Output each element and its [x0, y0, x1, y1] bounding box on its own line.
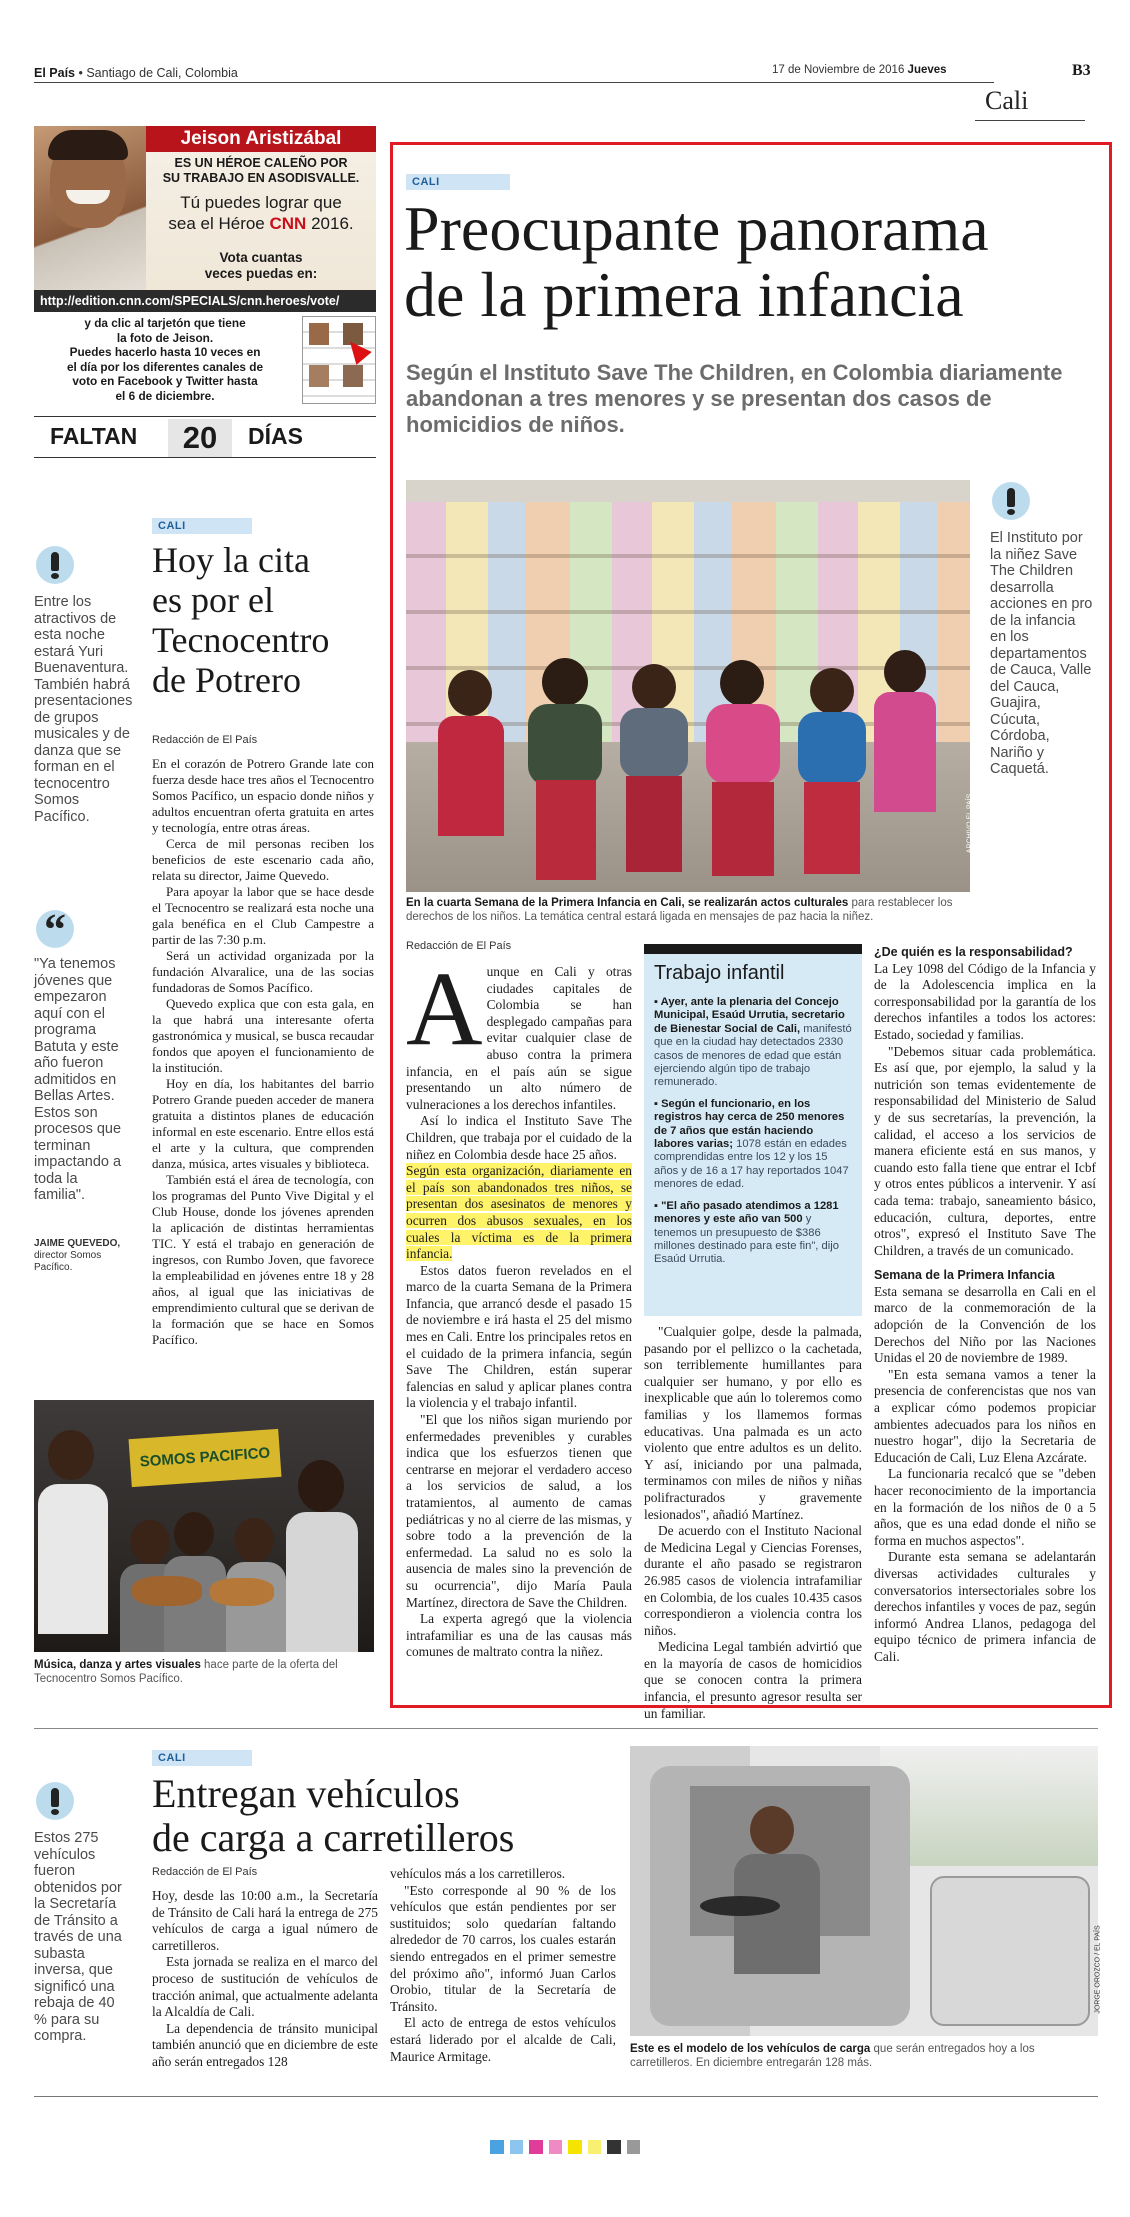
page-header: [34, 64, 1114, 94]
footer-rule: [34, 2096, 1098, 2097]
section-rule: [975, 120, 1085, 121]
bottom-kicker: CALI: [152, 1750, 252, 1766]
page-number: B3: [1072, 62, 1091, 79]
bottom-photo-caption: Este es el modelo de los vehículos de carga que serán entregados hoy a los carretilleros. En diciembre entregarán 128 más.: [630, 2043, 1035, 2069]
box-bullet-3: ▪ "El año pasado atendimos a 1281 menores y este año van 500 y tenemos un presupuesto de $386 millones destinado para este fin", dijo Esaúd Urrutia.: [654, 1199, 839, 1266]
semana-subheading: Semana de la Primera Infancia: [874, 1268, 1055, 1283]
quote-role: director Somos Pacífico.: [34, 1250, 102, 1273]
bottom-separator: [34, 1728, 1098, 1729]
left-photo-caption: Música, danza y artes visuales hace parte de la oferta del Tecnocentro Somos Pacífico.: [34, 1659, 338, 1685]
main-headline: Preocupante panorama de la primera infancia: [404, 193, 989, 330]
ad-vote-4: veces puedas en:: [204, 266, 318, 281]
ad-instr-4: el día por los diferentes canales de: [66, 359, 264, 374]
cnn-hero-ad: [34, 126, 376, 406]
left-photo: [34, 1400, 384, 1652]
ad-instr-3: Puedes hacerlo hasta 10 veces en: [69, 345, 261, 360]
left-byline: Redacción de El País: [152, 734, 258, 746]
box-bullet-2: ▪ Según el funcionario, en los registros hay cerca de 250 menores de 7 años que están haciendo labores varias; 1078 están en edades comprendidas entre los 12 y los 15 años y de 16 a 17 hay reportados 1047 menores de edad.: [654, 1097, 849, 1191]
info-icon: [36, 546, 74, 584]
ad-ballot-thumbnail: [302, 316, 376, 404]
left-photo-credit: ARCHIVO / EL PAÍS: [376, 1437, 384, 1502]
ad-name: Jeison Aristizábal: [180, 128, 342, 149]
ad-vote-3: Vota cuantas: [219, 250, 303, 265]
highlighted-paragraph: Según esta organización, diariamente en el país son abandonados tres niños, se presentan dos asesinatos de menores y ocurren dos abusos sexuales, en los cuales la víctima es de la primera infancia.: [406, 1163, 632, 1262]
paper-city: • Santiago de Cali, Colombia: [75, 66, 238, 80]
main-photo-caption: En la cuarta Semana de la Primera Infancia en Cali, se realizarán actos culturales para restablecer los derechos de los niños. La temática central estará ligada en mensajes de paz hacia la niñez.: [406, 897, 953, 923]
bottom-byline: Redacción de El País: [152, 1866, 258, 1878]
box-bullet-1: ▪ Ayer, ante la plenaria del Concejo Municipal, Esaúd Urrutia, secretario de Bienestar Social de Cali, manifestó que en la ciudad hay detectados 2330 casos de menores de edad que están ejerciendo algún tipo de trabajo remunerado.: [654, 996, 852, 1089]
ad-name-banner: [146, 126, 376, 152]
main-side-info: El Instituto por la niñez Save The Children desarrolla acciones en pro de la infancia en los departamentos de Cauca, Valle del Cauca, Guajira, Cúcuta, Córdoba, Nariño y Caquetá.: [990, 530, 1093, 777]
main-deck: Según el Instituto Save The Children, en Colombia diariamente abandonan a tres menores y se presentan dos casos de homicidios de niños.: [406, 360, 1063, 437]
ad-top-banner: [34, 126, 376, 304]
quote-author: JAIME QUEVEDO,: [34, 1238, 121, 1249]
countdown-dias: DÍAS: [248, 423, 303, 449]
countdown-bar: [34, 416, 376, 458]
photo-sign-banner: [129, 1429, 282, 1487]
countdown-days: 20: [168, 419, 232, 457]
countdown-faltan: FALTAN: [50, 423, 138, 449]
left-headline: Hoy la cita es por el Tecnocentro de Potrero: [152, 540, 330, 700]
ad-line-2: SU TRABAJO EN ASODISVALLE.: [162, 171, 360, 185]
left-quote: "Ya tenemos jóvenes que empezaron aquí con el programa Batuta y este año fueron admitidos en Bellas Artes. Estos son procesos que terminan impactando a toda la familia".: [34, 956, 122, 1203]
main-photo-credit: ARCHIVO EL PAÍS: [966, 793, 974, 854]
ad-instr-2: la foto de Jeison.: [116, 330, 214, 345]
ad-vote-2: sea el Héroe: [168, 214, 265, 233]
bottom-col-1: Hoy, desde las 10:00 a.m., la Secretaría de Tránsito de Cali hará la entrega de 275 vehículos de carga a igual número de carretilleros. Esta jornada se realiza en el marco del proceso de sustitución de vehículos de tracción animal, que actualmente adelanta la Alcaldía de Cali. La dependencia de tránsito municipal también anunció que en diciembre de este año serán entregados 128: [152, 1888, 378, 2069]
page-date: 17 de Noviembre de 2016: [772, 64, 905, 76]
ad-url-bar[interactable]: [34, 290, 376, 312]
main-col-2: "Cualquier golpe, desde la palmada, pasando por el pellizco o la cachetada, son terriblemente humillantes para cualquier ser humano, y por ello es inexplicable que aún lo toleremos como familias y los llamemos formas educativas. Una palmada es un acto violento que entre adultos es un delito. Y así, iniciando por una palmada, terminamos con miles de niños y niñas polifracturados y gravemente lesionados", añadió Martínez. De acuerdo con el Instituto Nacional de Medicina Legal y Ciencias Forenses, durante el año pasado se registraron 26.985 casos de violencia intrafamiliar en Colombia, de los cuales 10.435 casos correspondieron a violencia contra los niños. Medicina Legal también advirtió que en la mayoría de casos de homicidios que se conocen contra la primera infancia, el presunto agresor resulta ser un familiar.: [644, 1324, 862, 1721]
bottom-col-2: vehículos más a los carretilleros. "Esto corresponde al 90 % de los vehículos que están pendientes por ser sustituidos; solo quedarían faltando alrededor de 70 carros, los cuales estarán siendo entregados en el primer semestre del próximo año", informó Juan Carlos Orobio, titular de la Secretaría de Tránsito. El acto de entrega de estos vehículos estará liderado por el alcalde de Cali, Maurice Armitage.: [390, 1866, 616, 2064]
main-photo: [406, 480, 974, 892]
page-weekday: Jueves: [907, 64, 947, 76]
box-title: Trabajo infantil: [654, 962, 785, 984]
ad-instr-6: el 6 de diciembre.: [115, 388, 215, 403]
color-registration-bar: [490, 2140, 640, 2154]
section-name: Cali: [985, 86, 1029, 115]
header-rule: [34, 82, 994, 83]
drop-cap: A: [406, 950, 483, 1067]
ad-instr-1: y da clic al tarjetón que tiene: [84, 316, 246, 330]
responsibility-heading: ¿De quién es la responsabilidad?: [874, 945, 1073, 959]
ad-line-1: ES UN HÉROE CALEÑO POR: [174, 156, 348, 170]
left-side-info: Entre los atractivos de esta noche estará Yuri Buenaventura. También habrá presentaciones de grupos musicales y de danza que se forman en el tecnocentro Somos Pacífico.: [34, 594, 133, 825]
info-icon: [992, 482, 1030, 520]
trabajo-infantil-box: [644, 944, 862, 1316]
main-kicker: CALI: [406, 174, 510, 190]
paper-name: El País: [34, 66, 75, 80]
info-icon: [36, 1782, 74, 1820]
quote-icon: “: [36, 910, 74, 948]
ad-person-photo: [34, 126, 146, 304]
bottom-side-info: Estos 275 vehículos fueron obtenidos por la Secretaría de Tránsito a través de una subasta inversa, que significó una rebaja de 40 % para su compra.: [34, 1830, 122, 2044]
bottom-photo: [630, 1746, 1102, 2036]
main-byline: Redacción de El País: [406, 940, 512, 952]
ad-cnn: CNN: [269, 214, 307, 233]
ad-vote-1: Tú puedes lograr que: [180, 193, 342, 212]
left-kicker: CALI: [152, 518, 252, 534]
main-col-1: A unque en Cali y otras ciudades capitales de Colombia se han desplegado campañas para evitar cualquier clase de abuso contra la primera infancia, en el país aún se sigue presentando un alto número de vulneraciones a los derechos infantiles. Así lo indica el Instituto Save The Children, que trabaja por el cuidado de la niñez en Colombia desde hace 25 años. Según esta organización, diariamente en el país son abandonados tres niños, se presentan dos asesinatos de menores y ocurren dos abusos sexuales, en los cuales la víctima es de la primera infancia. Estos datos fueron revelados en el marco de la cuarta Semana de la Primera Infancia, que arrancó desde el pasado 15 de noviembre e irá hasta el 25 del mismo mes en Cali. Entre los principales retos en el cuidado de la primera infancia, según Save The Children, están superar falencias en salud y aplicar planes contra la violencia y el trabajo infantil. "El que los niños sigan muriendo por enfermedades prevenibles y curables indica que los esfuerzos tienen que centrarse en mejorar el verdadero acceso a los servicios de salud, a los tratamientos, al aumento de camas pediátricas y no al cierre de las mismas, y sobre todo a la prevención de la enfermedad. La salud no es solo la ausencia de males sino la prevención de su ocurrencia", dijo María Paula Martínez, directora de Save the Children. La experta agregó que la violencia intrafamiliar es una de las causas más comunes de maltrato contra la niñez.: [406, 950, 632, 1660]
main-col-3: ¿De quién es la responsabilidad? La Ley 1098 del Código de la Infancia y de la Adolescencia implica en la corresponsabilidad por la garantía de los derechos infantiles a todos los actores: Estado, sociedad y familias. "Debemos situar cada problemática. Es así que, por ejemplo, la salud y la nutrición son temas evidentemente de responsabilidad del Ministerio de Salud y de sus secretarías, la prevención, la calidad, el acceso a los servicios de manera eficiente está en sus manos, y cuando esto falla tiene que entrar el Icbf y otros entes públicos a intervenir. Y así cada tema: trabajo, saneamiento básico, educación, cultura, deportes, entre otros", expresó el Instituto Save The Children, a través de un comunicado. Semana de la Primera Infancia Esta semana se desarrolla en Cali en el marco de la conmemoración de la adopción de la Convención de los Derechos del Niño por las Naciones Unidas el 20 de noviembre de 1989. "En esta semana vamos a tener la presencia de conferencistas que nos van a explicar cómo podemos propiciar ambientes adecuados para los niños en nuestro hogar", dijo la Secretaria de Educación de Cali, Luz Elena Azcárate. La funcionaria recalcó que se "deben hacer reconocimiento de la importancia en la formación de los niños de 0 a 5 años, que es una edad donde el niño se forma en muchos aspectos". Durante esta semana se adelantarán diversas actividades culturales y conversatorios intersectoriales sobre los derechos infantiles y voces de paz, según informó Andrea Llanos, pedagoga del equipo técnico de primera infancia de Cali.: [874, 945, 1096, 1664]
ad-year: 2016.: [311, 214, 354, 233]
bottom-headline: Entregan vehículos de carga a carretilleros: [152, 1771, 515, 1860]
photo-sign-text: SOMOS PACIFICO: [139, 1444, 271, 1471]
ad-instr-5: voto en Facebook y Twitter hasta: [72, 374, 258, 389]
left-body: En el corazón de Potrero Grande late con fuerza desde hace tres años el Tecnocentro Somos Pacífico, un espacio donde niños y adultos encuentran oferta gratuita en artes y tecnología, entre otras áreas. Cerca de mil personas reciben los beneficios de este escenario cada año, relata su director, Jaime Quevedo. Para apoyar la labor que se hace desde el Tecnocentro se realizará esta noche una gala benéfica en el Club Campestre a partir de las 7:30 p.m. Será un actividad organizada por la fundación Alvaralice, una de las socias fundadoras de Somos Pacífico. Quevedo explica que con esta gala, en la que habrá una interesante oferta gastronómica y musical, se busca recaudar fondos que apoyen el funcionamiento de la institución. Hoy en día, los habitantes del barrio Potrero Grande pueden acceder de manera gratuita a distintos planes de educación informal en este escenario. Entre ellos está el arte y la cultura, que comprenden danza, música, artes visuales y biblioteca. También está el área de tecnología, con los programas del Punto Vive Digital y el Club House, donde los jóvenes aprenden la aplicación de distintas herramientas TIC. Y está el trabajo en generación de ingresos, con Rumbo Joven, que favorece la empleabilidad en jóvenes entre 18 y 28 años, al igual que las iniciativas de emprendimiento cultural que se derivan de la formación que se hace en Somos Pacífico.: [152, 756, 375, 1347]
bottom-photo-credit: JORGE OROZCO / EL PAÍS: [1094, 1925, 1102, 2014]
ad-url[interactable]: http://edition.cnn.com/SPECIALS/cnn.heroes/vote/: [40, 294, 340, 308]
